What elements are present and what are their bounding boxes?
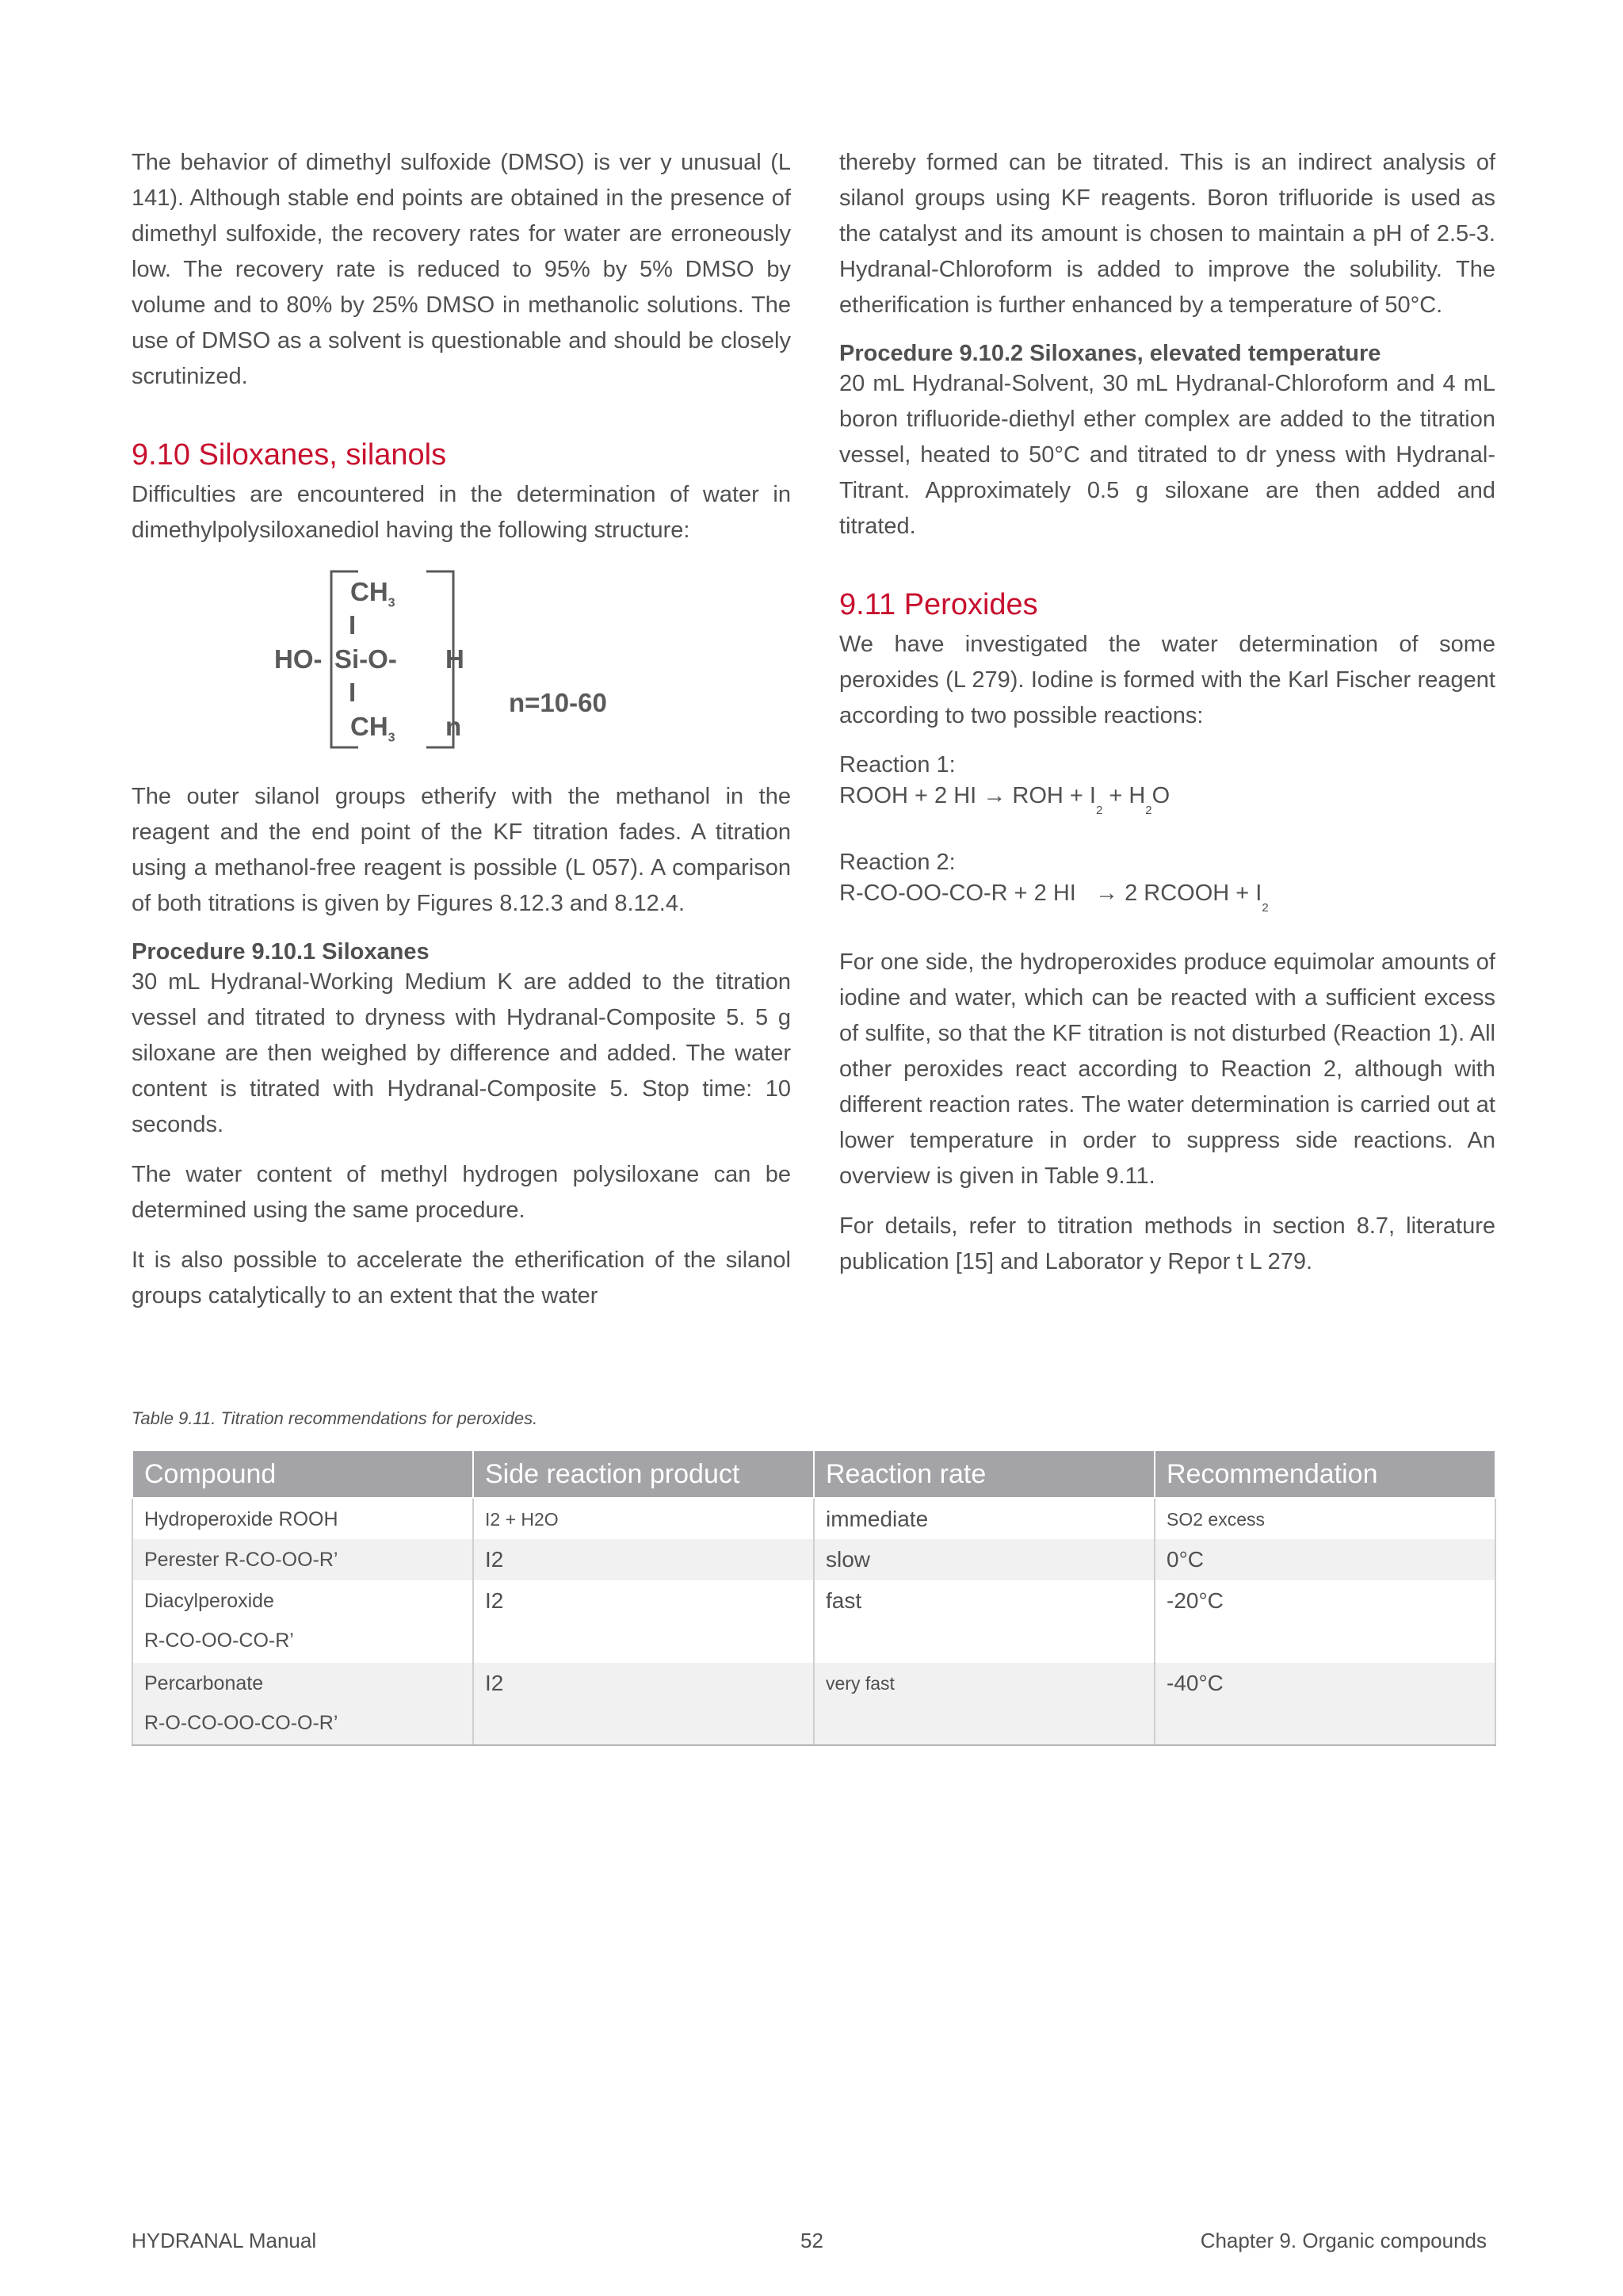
ch3-bottom: $CH_3$	[350, 712, 395, 745]
table-row	[132, 1580, 1495, 1663]
table-row	[132, 1539, 1495, 1580]
footer-title: HYDRANAL Manual	[132, 2229, 317, 2252]
ho-group: HO-	[274, 644, 323, 674]
cell-rate: slow	[814, 1539, 1155, 1580]
cell-compound: Hydroperoxide ROOH	[132, 1498, 473, 1539]
column-header-recommendation: Recommendation	[1155, 1450, 1495, 1498]
cell-compound: Perester R-CO-OO-R’	[132, 1539, 473, 1580]
footer-chapter: Chapter 9. Organic compounds	[1200, 2229, 1487, 2252]
indirect-analysis-paragraph: thereby formed can be titrated. This is an indirect analysis of silanol groups using KF reagents. Boron trifluoride is used as the catalyst and its amount is chosen to maintain a pH of 2.5-3. Hydranal-Chloroform is added to improve the solubility. The etherification is further enhanced by a temperature of 50°C.	[839, 150, 1495, 318]
cell-compound: Diacylperoxide R-CO-OO-CO-R’	[132, 1580, 473, 1663]
cell-recommendation: SO2 excess	[1155, 1498, 1495, 1539]
table-row	[132, 1663, 1495, 1745]
cell-product: I2 + H2O	[473, 1498, 814, 1539]
structure-brackets	[262, 565, 674, 755]
bond-top: I	[349, 610, 357, 640]
cell-rate: fast	[814, 1580, 1155, 1663]
table-row	[132, 1498, 1495, 1539]
methyl-hydrogen-paragraph: The water content of methyl hydrogen polysiloxane can be determined using the same procedure.	[132, 1162, 791, 1223]
left-column-lower	[132, 779, 791, 1314]
peroxides-intro-paragraph: We have investigated the water determination of some peroxides (L 279). Iodine is formed with the Karl Fischer reagent according to two possible reactions:	[839, 632, 1495, 728]
cell-recommendation: 0°C	[1155, 1539, 1495, 1580]
table-caption: Table 9.11. Titration recommendations for peroxides.	[132, 1408, 538, 1428]
n-subscript: n	[445, 712, 462, 741]
siloxane-intro-paragraph: Difficulties are encountered in the determination of water in dimethylpolysiloxanediol having the following structure:	[132, 482, 791, 543]
procedure-2-text: 20 mL Hydranal-Solvent, 30 mL Hydranal-Chloroform and 4 mL boron trifluoride-diethyl ether complex are added to the titration vessel, heated to 50°C and titrated to dr yness with Hydranal-Titrant. Approximately 0.5 g siloxane are then added and titrated.	[839, 371, 1495, 539]
ch3-top: $CH_3$	[350, 577, 395, 610]
arrow-icon: →	[1095, 881, 1119, 906]
cell-recommendation: -40°C	[1155, 1663, 1495, 1745]
section-heading-peroxides: 9.11 Peroxides	[839, 588, 1038, 621]
right-column	[839, 145, 1495, 1280]
column-header-side-product: Side reaction product	[473, 1450, 814, 1498]
hydroperoxides-paragraph: For one side, the hydroperoxides produce equimolar amounts of iodine and water, which can be reacted with a sufficient excess of sulfite, so that the KF titration is not disturbed (Reaction 1). All other peroxides react according to Reaction 2, although with different reaction rates. The water determination is carried out at lower temperature in order to suppress side reactions. An overview is given in Table 9.11.	[839, 949, 1495, 1189]
left-column	[132, 145, 791, 548]
column-header-reaction-rate: Reaction rate	[814, 1450, 1155, 1498]
bond-bottom: I	[349, 678, 357, 707]
page-number: 52	[800, 2229, 823, 2252]
cell-recommendation: -20°C	[1155, 1580, 1495, 1663]
dmso-paragraph: The behavior of dimethyl sulfoxide (DMSO) is ver y unusual (L 141). Although stable end points are obtained in the presence of dimethyl sulfoxide, the recovery rates for water are erroneously low. The recovery rate is reduced to 95% by 5% DMSO by volume and to 80% by 25% DMSO in methanolic solutions. The use of DMSO as a solvent is questionable and should be closely scrutinized.	[132, 150, 791, 389]
arrow-icon: →	[983, 783, 1006, 808]
procedure-1-title: Procedure 9.10.1 Siloxanes	[132, 939, 430, 965]
cell-compound: Percarbonate R-O-CO-OO-CO-O-R’	[132, 1663, 473, 1745]
column-header-compound: Compound	[132, 1450, 473, 1498]
procedure-2-title: Procedure 9.10.2 Siloxanes, elevated temperature	[839, 341, 1381, 366]
reaction-1-equation: ROOH + 2 HI → ROH + $I_2 + H_2O$	[839, 783, 1170, 817]
cell-product: I2	[473, 1539, 814, 1580]
si-o-group: Si-O-	[334, 644, 397, 674]
procedure-1-text: 30 mL Hydranal-Working Medium K are added to the titration vessel and titrated to dryness with Hydranal-Composite 5. 5 g siloxane are then weighed by difference and added. The water content is titrated with Hydranal-Composite 5. Stop time: 10 seconds.	[132, 969, 791, 1137]
table-header-row	[132, 1450, 1495, 1498]
siloxane-structure	[262, 565, 674, 755]
cell-product: I2	[473, 1663, 814, 1745]
cell-product: I2	[473, 1580, 814, 1663]
section-heading-siloxanes: 9.10 Siloxanes, silanols	[132, 438, 447, 472]
silanol-paragraph: The outer silanol groups etherify with the methanol in the reagent and the end point of the KF titration fades. A titration using a methanol-free reagent is possible (L 057). A comparison of both titrations is given by Figures 8.12.3 and 8.12.4.	[132, 784, 791, 916]
cell-rate: immediate	[814, 1498, 1155, 1539]
n-range: n=10-60	[509, 688, 607, 717]
catalytic-paragraph: It is also possible to accelerate the etherification of the silanol groups catalytically to an extent that the water	[132, 1247, 791, 1308]
reaction-2-equation: R-CO-OO-CO-R + 2 HI → 2 RCOOH + $I_2$	[839, 881, 1269, 915]
reaction-2-label: Reaction 2:	[839, 850, 956, 875]
h-end: H	[445, 644, 464, 674]
details-paragraph: For details, refer to titration methods in section 8.7, literature publication [15] and Laborator y Repor t L 279.	[839, 1213, 1495, 1274]
reaction-1-label: Reaction 1:	[839, 752, 956, 777]
peroxide-recommendation-table	[132, 1450, 1496, 1746]
cell-rate: very fast	[814, 1663, 1155, 1745]
